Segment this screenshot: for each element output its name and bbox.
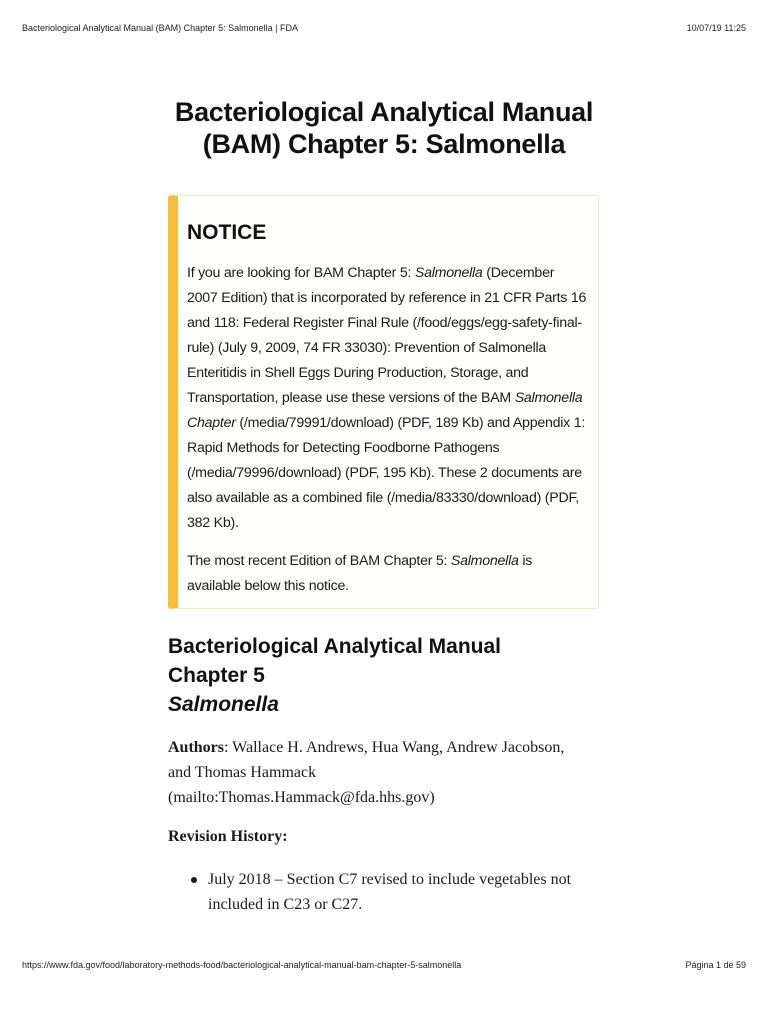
notice-box	[168, 195, 599, 609]
revision-list	[188, 867, 588, 917]
bullet-icon	[191, 877, 197, 883]
manual-title-line2: Chapter 5	[168, 664, 265, 687]
notice-p1-text-e: (/media/79991/download) (PDF, 189 Kb) and Appendix 1: Rapid Methods for Detecting Foodborne Pathogens (/media/79996/download) (PDF, 195 Kb). These 2 documents are also available as a combined file (/media/83330/download) (PDF, 382 Kb).	[187, 415, 586, 531]
notice-paragraph-1	[187, 261, 588, 536]
notice-paragraph-2	[187, 549, 588, 599]
notice-p1-text-c: (December 2007 Edition) that is incorporated by reference in 21 CFR Parts 16 and 118: Federal Register Final Rule (/food/eggs/egg-safety-final-rule) (July 9, 2009, 74 FR 33030): Prevention of Salmonella Enteritidis in Shell Eggs During Production, Storage, and Transportation, please use these versions of the BAM	[187, 265, 587, 406]
notice-p1-salmonella-chapter: Salmonella Chapter	[187, 390, 583, 431]
print-header-datetime: 10/07/19 11:25	[686, 23, 746, 33]
notice-heading: NOTICE	[187, 221, 267, 244]
authors-label: Authors	[168, 739, 225, 756]
notice-p2-text-a: The most recent Edition of BAM Chapter 5:	[187, 553, 451, 569]
revision-item-text: July 2018 – Section C7 revised to include vegetables not included in C23 or C27.	[208, 871, 572, 913]
print-footer-page: Página 1 de 59	[685, 960, 746, 970]
authors	[168, 735, 568, 810]
page-title	[130, 96, 638, 160]
list-item	[188, 867, 588, 917]
print-footer	[22, 960, 746, 970]
notice-p2-text-c: is available below this notice.	[187, 553, 533, 594]
print-header-title: Bacteriological Analytical Manual (BAM) Chapter 5: Salmonella | FDA	[22, 23, 298, 33]
manual-title-line3: Salmonella	[168, 693, 279, 716]
manual-title	[168, 632, 588, 719]
notice-p1-salmonella: Salmonella	[414, 265, 483, 281]
authors-text: : Wallace H. Andrews, Hua Wang, Andrew Jacobson, and Thomas Hammack (mailto:Thomas.Hammack@fda.hhs.gov)	[168, 739, 565, 806]
manual-title-line1: Bacteriological Analytical Manual	[168, 635, 501, 658]
page-title-line2: (BAM) Chapter 5: Salmonella	[202, 129, 566, 159]
revision-history-label: Revision History:	[168, 828, 288, 845]
print-footer-url: https://www.fda.gov/food/laboratory-methods-food/bacteriological-analytical-manual-bam-chapter-5-salmonella	[22, 960, 462, 970]
notice-p2-salmonella: Salmonella	[450, 553, 519, 569]
print-header	[22, 23, 746, 33]
notice-p1-text-a: If you are looking for BAM Chapter 5:	[187, 265, 415, 281]
page-title-line1: Bacteriological Analytical Manual	[174, 97, 594, 127]
